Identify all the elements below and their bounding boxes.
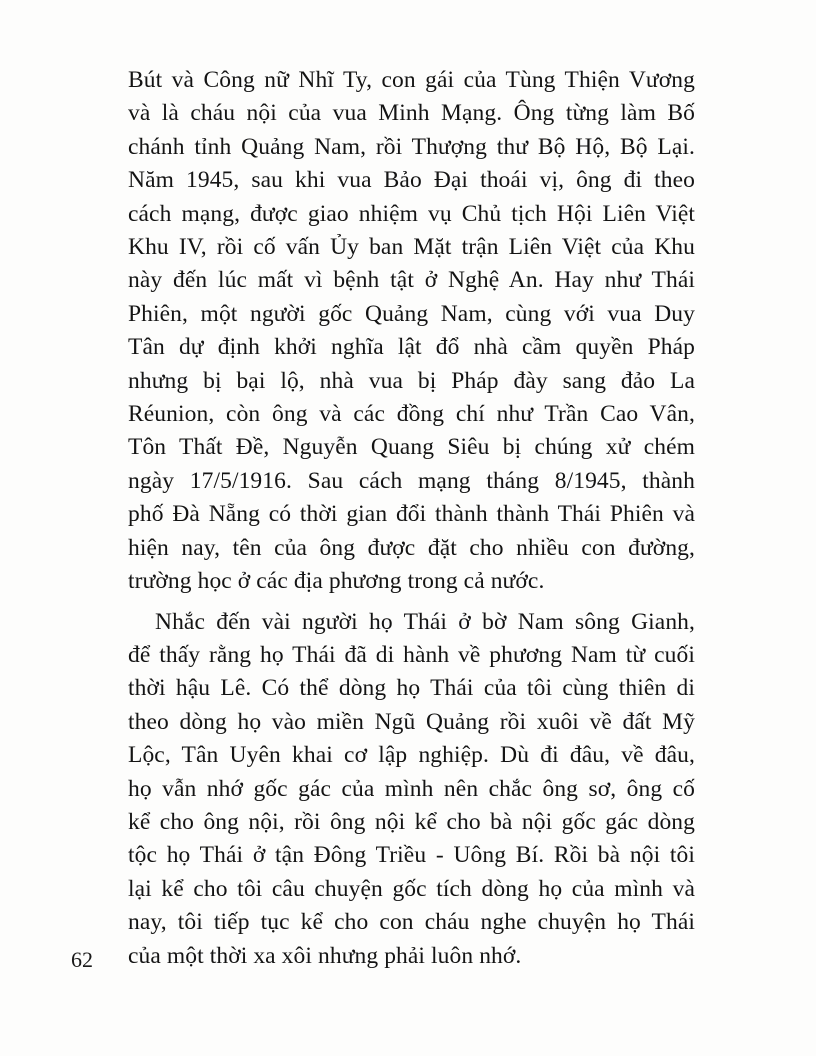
text-line: Năm 1945, sau khi vua Bảo Đại thoái vị, ông đi theo [128, 167, 695, 194]
text-line: Khu IV, rồi cố vấn Ủy ban Mặt trận Liên Việt của Khu [128, 234, 695, 261]
text-line: chánh tỉnh Quảng Nam, rồi Thượng thư Bộ Hộ, Bộ Lại. [128, 133, 695, 160]
text-block [128, 64, 695, 973]
text-line: họ vẫn nhớ gốc gác của mình nên chắc ông sơ, ông cố [128, 775, 695, 802]
text-line: Lộc, Tân Uyên khai cơ lập nghiệp. Dù đi đâu, về đâu, [128, 742, 695, 769]
text-line: phố Đà Nẵng có thời gian đổi thành thành Thái Phiên và [128, 501, 695, 528]
text-line: Bút và Công nữ Nhĩ Ty, con gái của Tùng Thiện Vương [128, 67, 695, 93]
text-line: Tôn Thất Đề, Nguyễn Quang Siêu bị chúng xử chém [128, 434, 695, 461]
text-line: nhưng bị bại lộ, nhà vua bị Pháp đày sang đảo La [128, 367, 695, 394]
text-line: cách mạng, được giao nhiệm vụ Chủ tịch Hội Liên Việt [128, 200, 695, 227]
page-number: 62 [71, 947, 93, 972]
paragraph [128, 64, 695, 599]
text-line: Phiên, một người gốc Quảng Nam, cùng với vua Duy [128, 300, 695, 327]
text-line: thời hậu Lê. Có thể dòng họ Thái của tôi cùng thiên di [128, 675, 695, 702]
text-line: hiện nay, tên của ông được đặt cho nhiều con đường, [128, 534, 695, 561]
text-line: này đến lúc mất vì bệnh tật ở Nghệ An. Hay như Thái [128, 267, 695, 294]
text-line: Nhắc đến vài người họ Thái ở bờ Nam sông Gianh, [155, 608, 695, 635]
text-line: nay, tôi tiếp tục kể cho con cháu nghe chuyện họ Thái [128, 909, 695, 936]
paragraph [128, 606, 695, 973]
text-line: theo dòng họ vào miền Ngũ Quảng rồi xuôi về đất Mỹ [128, 708, 695, 735]
text-line: ngày 17/5/1916. Sau cách mạng tháng 8/1945, thành [128, 467, 695, 494]
text-line: để thấy rằng họ Thái đã di hành về phương Nam từ cuối [128, 641, 695, 668]
text-line: của một thời xa xôi nhưng phải luôn nhớ. [128, 942, 522, 969]
text-line: tộc họ Thái ở tận Đông Triều - Uông Bí. Rồi bà nội tôi [128, 842, 695, 869]
text-line: và là cháu nội của vua Minh Mạng. Ông từng làm Bố [128, 100, 695, 127]
text-line: Tân dự định khởi nghĩa lật đổ nhà cầm quyền Pháp [128, 334, 695, 361]
text-line: lại kể cho tôi câu chuyện gốc tích dòng họ của mình và [128, 875, 695, 902]
text-line: kể cho ông nội, rồi ông nội kể cho bà nội gốc gác dòng [128, 808, 695, 835]
text-line: Réunion, còn ông và các đồng chí như Trần Cao Vân, [128, 401, 695, 428]
text-line: trường học ở các địa phương trong cả nước. [128, 568, 545, 595]
